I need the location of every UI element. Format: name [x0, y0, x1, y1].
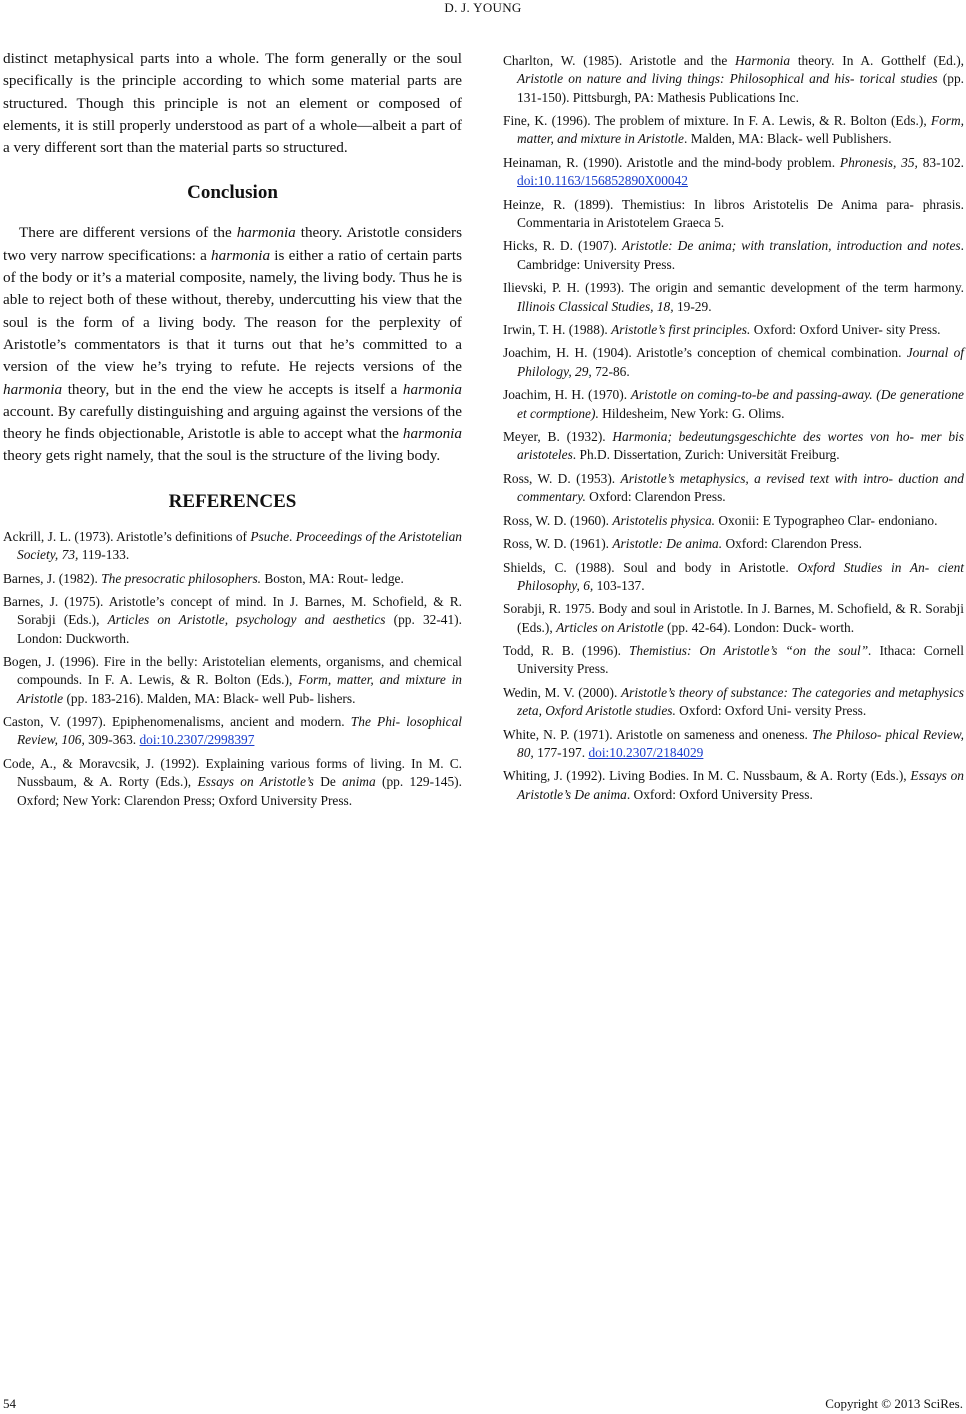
reference-entry: Ross, W. D. (1961). Aristotle: De anima. Oxford: Clarendon Press. [503, 536, 862, 552]
reference-entry: Irwin, T. H. (1988). Aristotle’s first principles. Oxford: Oxford Univer- sity Press. [503, 321, 941, 337]
reference-entry: Bogen, J. (1996). Fire in the belly: Aristotelian elements, organisms, and chemical compounds. In F. A. Lewis, & R. Bolton (Eds.), Form, matter, and mixture in Aristotle (pp. 183-216). Malden, MA: Black- well Pub- lishers. [3, 654, 462, 706]
reference-entry: Sorabji, R. 1975. Body and soul in Aristotle. In J. Barnes, M. Schofield, & R. Sorabji (Eds.), Articles on Aristotle (pp. 42-64). London: Duck- worth. [503, 601, 964, 635]
page-number: 54 [3, 1396, 16, 1411]
intro-paragraph: distinct metaphysical parts into a whole. The form generally or the soul specifically is the principle according to which some material parts are structured. Though this principle is not an element or composed of elements, it is still properly understood as part of a whole—albeit a part of a very different sort than the material parts so structured. [3, 50, 462, 157]
reference-entry: Todd, R. B. (1996). Themistius: On Aristotle’s “on the soul”. Ithaca: Cornell University Press. [503, 643, 964, 677]
reference-entry: Charlton, W. (1985). Aristotle and the Harmonia theory. In A. Gotthelf (Ed.), Aristotle on nature and living things: Philosophical and his- torical studies (pp. 131-150). Pittsburgh, PA: Mathesis Publications Inc. [503, 53, 964, 105]
reference-entry: Hicks, R. D. (1907). Aristotle: De anima; with translation, introduction and notes. Cambridge: University Press. [503, 238, 964, 272]
right-column [503, 52, 964, 809]
reference-entry: Barnes, J. (1982). The presocratic philosophers. Boston, MA: Rout- ledge. [3, 570, 404, 586]
reference-entry: Caston, V. (1997). Epiphenomenalisms, ancient and modern. The Phi- losophical Review, 106, 309-363. doi:10.2307/2998397 [3, 714, 463, 748]
reference-entry: Shields, C. (1988). Soul and body in Aristotle. Oxford Studies in An- cient Philosophy, 6, 103-137. [503, 559, 964, 593]
doi-link[interactable]: doi:10.2307/2998397 [139, 732, 255, 748]
reference-entry: Wedin, M. V. (2000). Aristotle’s theory of substance: The categories and metaphysics zeta, Oxford Aristotle studies. Oxford: Oxford Uni- versity Press. [503, 684, 964, 719]
copyright-notice: Copyright © 2013 SciRes. [825, 1396, 963, 1411]
running-head: D. J. YOUNG [444, 0, 522, 15]
references-list-left [3, 528, 462, 810]
reference-entry: Heinze, R. (1899). Themistius: In libros Aristotelis De Anima para- phrasis. Commentaria in Aristotelem Graeca 5. [503, 196, 964, 230]
reference-entry: White, N. P. (1971). Aristotle on sameness and oneness. The Philoso- phical Review, 80, 177-197. doi:10.2307/2184029 [503, 726, 964, 760]
reference-entry: Ilievski, P. H. (1993). The origin and semantic development of the term harmony. Illinois Classical Studies, 18, 19-29. [503, 280, 964, 314]
reference-entry: Whiting, J. (1992). Living Bodies. In M. C. Nussbaum, & A. Rorty (Eds.), Essays on Aristotle’s De anima. Oxford: Oxford University Press. [503, 768, 964, 802]
conclusion-paragraph: There are different versions of the harmonia theory. Aristotle considers two very narrow specifications: a harmonia is either a ratio of certain parts of the body or it’s a material composite, namely, the living body. Thus he is able to reject both of these without, thereby, undercutting his view that the soul is the form of a living body. The reason for the perplexity of Aristotle’s commentators is that it turns out that he’s committed to a version of the view he’s trying to refute. He rejects versions of the harmonia theory, but in the end the view he accepts is itself a harmonia account. By carefully distinguishing and arguing against the versions of the theory he finds objectionable, Aristotle is able to accept what the harmonia theory gets right namely, that the soul is the structure of the living body. [3, 224, 462, 465]
doi-link[interactable]: doi:10.2307/2184029 [588, 744, 704, 760]
reference-entry: Ackrill, J. L. (1973). Aristotle’s definitions of Psuche. Proceedings of the Aristotelian Society, 73, 119-133. [3, 528, 462, 563]
reference-entry: Meyer, B. (1932). Harmonia; bedeutungsgeschichte des wortes von ho- mer bis aristoteles. Ph.D. Dissertation, Zurich: Universität Freiburg. [503, 429, 964, 463]
reference-entry: Ross, W. D. (1960). Aristotelis physica. Oxonii: E Typographeo Clar- endoniano. [503, 512, 938, 528]
reference-entry: Fine, K. (1996). The problem of mixture. In F. A. Lewis, & R. Bolton (Eds.), Form, matter, and mixture in Aristotle. Malden, MA: Black- well Publishers. [503, 113, 964, 147]
reference-entry: Heinaman, R. (1990). Aristotle and the mind-body problem. Phronesis, 35, 83-102. doi:10.1163/156852890X00042 [503, 154, 964, 189]
reference-entry: Code, A., & Moravcsik, J. (1992). Explaining various forms of living. In M. C. Nussbaum, & A. Rorty (Eds.), Essays on Aristotle’s De anima (pp. 129-145). Oxford; New York: Clarendon Press; Oxford University Press. [3, 755, 462, 808]
left-column [3, 48, 462, 815]
reference-entry: Joachim, H. H. (1904). Aristotle’s conception of chemical combination. Journal of Philology, 29, 72-86. [503, 345, 964, 379]
reference-entry: Ross, W. D. (1953). Aristotle’s metaphysics, a revised text with intro- duction and commentary. Oxford: Clarendon Press. [503, 470, 964, 505]
references-list-right [503, 52, 964, 804]
references-heading: REFERENCES [168, 490, 297, 512]
reference-entry: Barnes, J. (1975). Aristotle’s concept of mind. In J. Barnes, M. Schofield, & R. Sorabji (Eds.), Articles on Aristotle, psychology and aesthetics (pp. 32-41). London: Duckworth. [3, 594, 462, 646]
conclusion-heading: Conclusion [187, 182, 278, 204]
doi-link[interactable]: doi:10.1163/156852890X00042 [517, 173, 688, 189]
reference-entry: Joachim, H. H. (1970). Aristotle on coming-to-be and passing-away. (De generatione et cormptione). Hildesheim, New York: G. Olims. [503, 387, 964, 421]
